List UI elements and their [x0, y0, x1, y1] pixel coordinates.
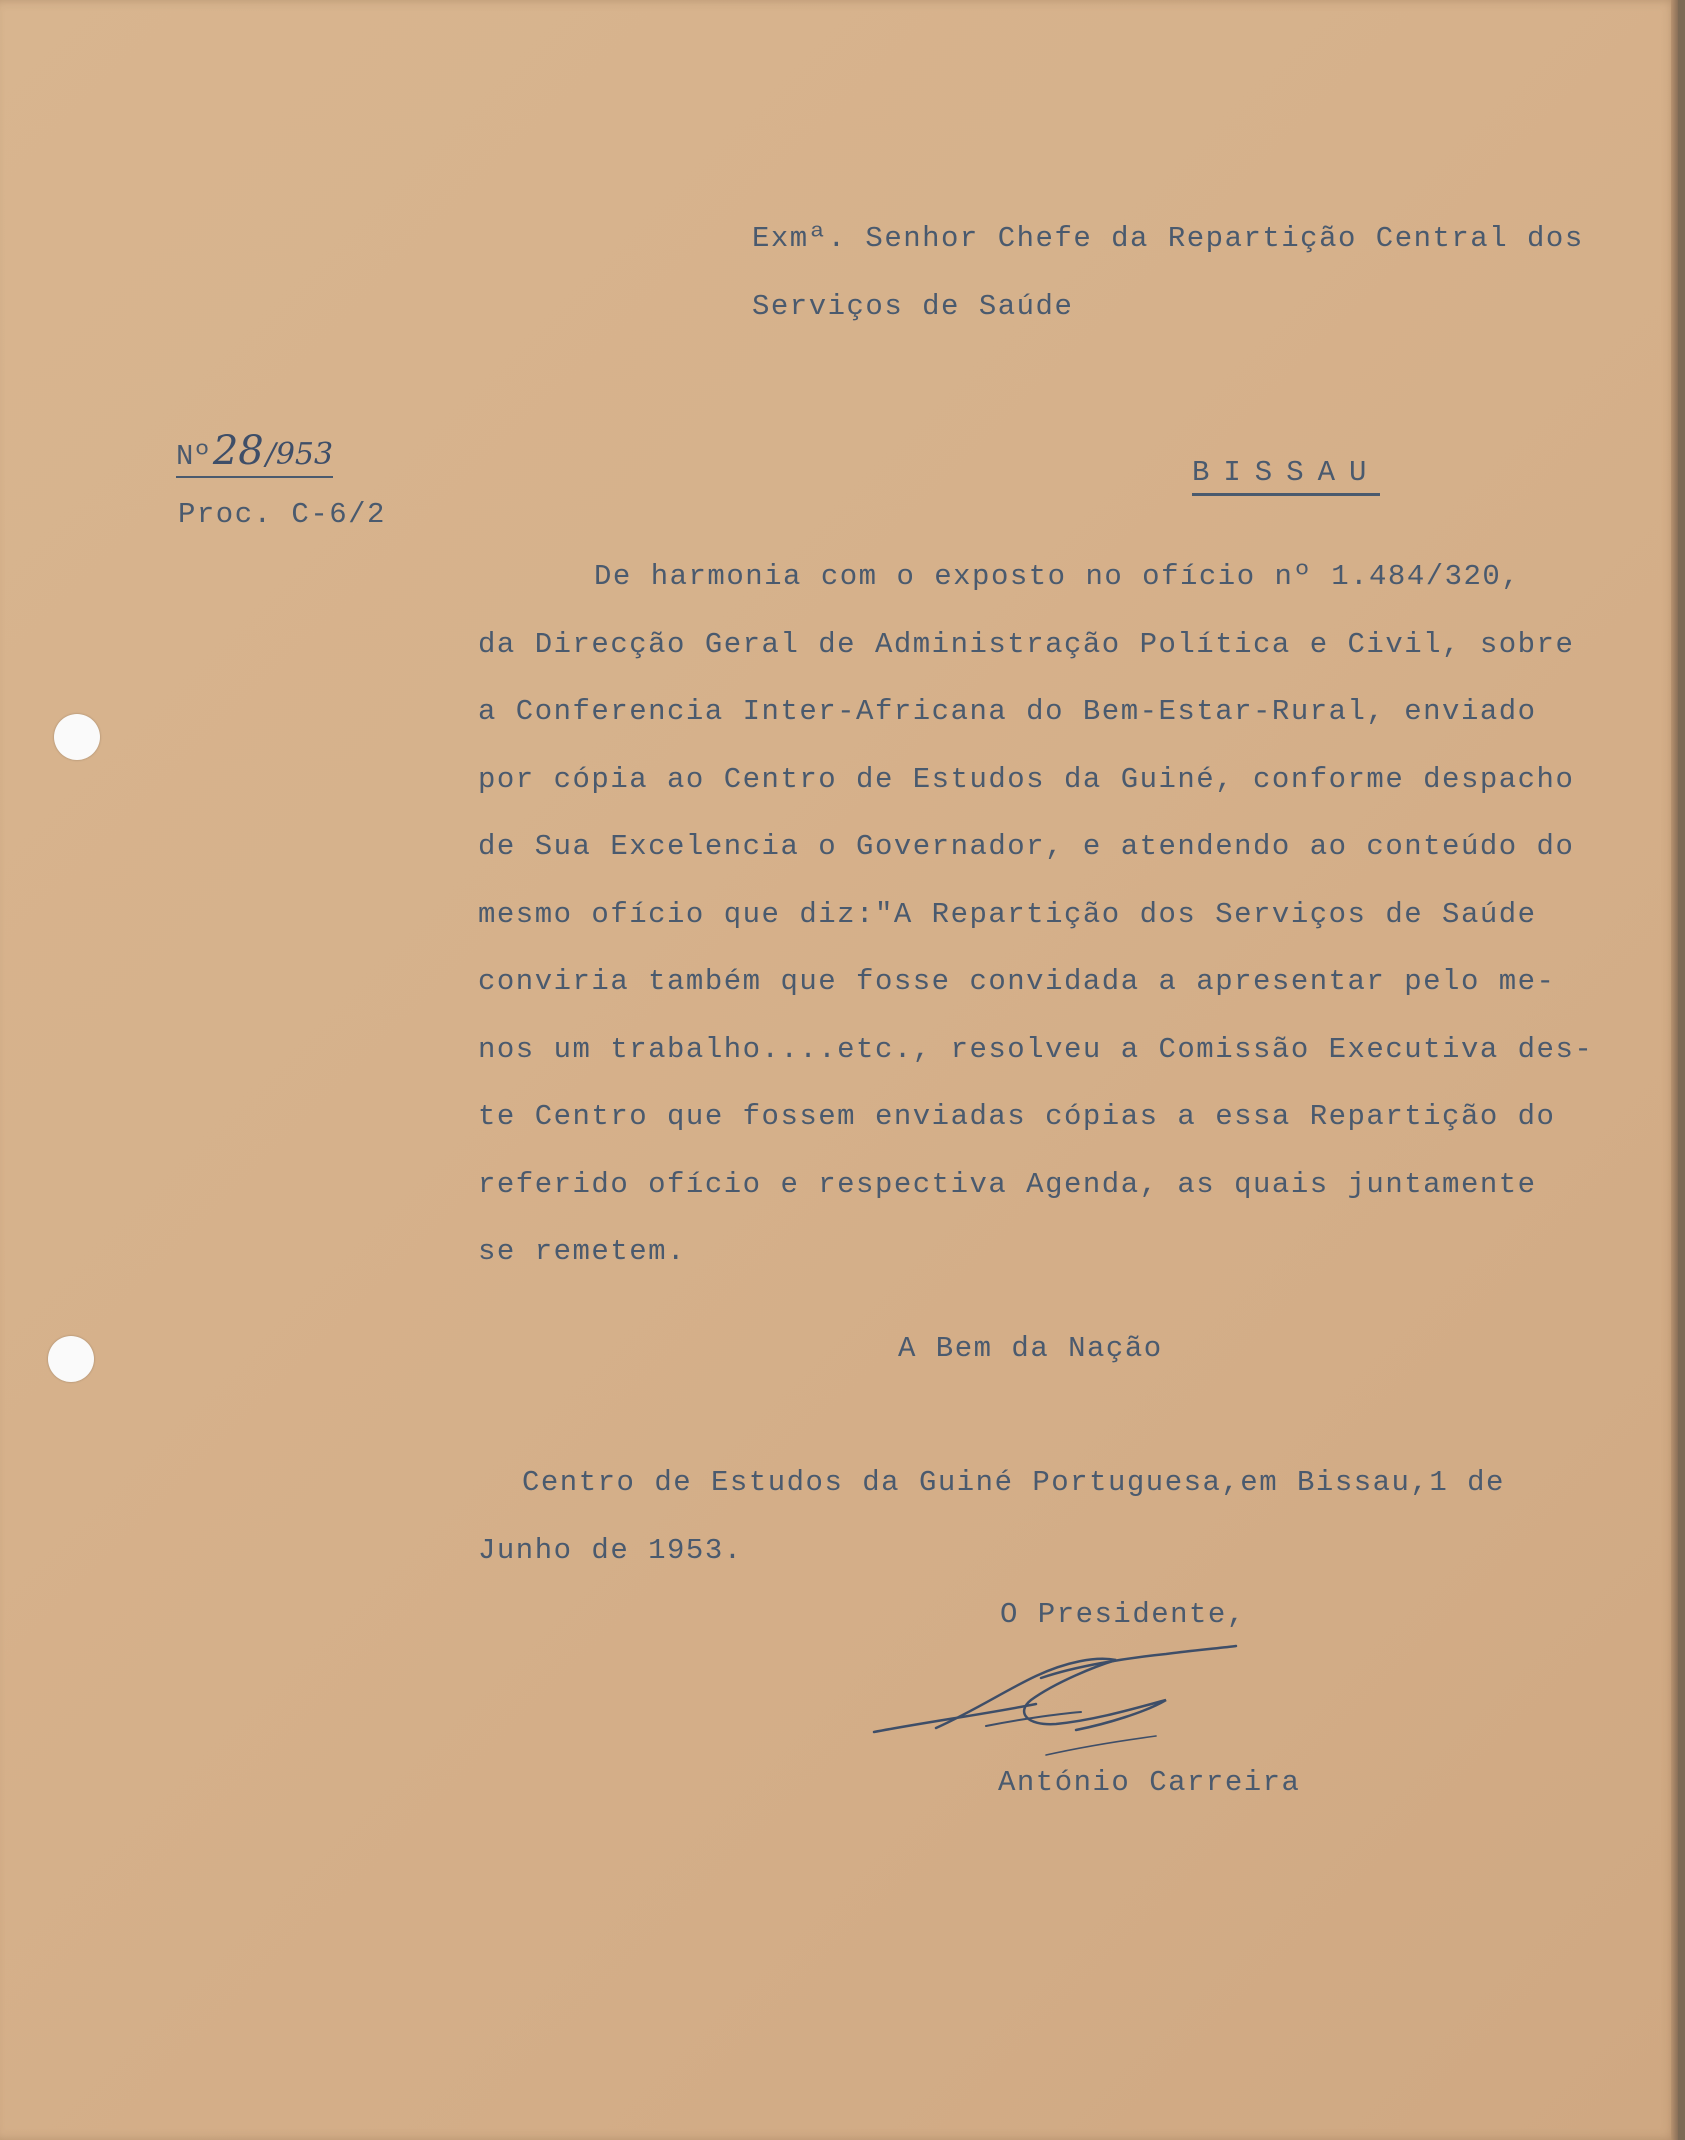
reference-handwritten-number: 28 — [212, 428, 264, 474]
closing-salutation: A Bem da Nação — [898, 1332, 1163, 1365]
body-line: se remetem. — [478, 1235, 686, 1268]
letter-body — [478, 560, 1658, 1303]
body-line: te Centro que fossem enviadas cópias a essa Repartição do — [478, 1100, 1556, 1133]
addressee-line: Exmª. Senhor Chefe da Repartição Central dos — [752, 222, 1584, 255]
reference-year: /953 — [265, 437, 334, 472]
place-date-line: Junho de 1953. — [478, 1534, 743, 1567]
body-line: a Conferencia Inter-Africana do Bem-Estar-Rural, enviado — [478, 695, 1537, 728]
addressee-line: Serviços de Saúde — [752, 290, 1074, 323]
signatory-title: O Presidente, — [1000, 1598, 1246, 1631]
body-line: nos um trabalho....etc., resolveu a Comissão Executiva des- — [478, 1032, 1594, 1066]
place-and-date — [478, 1466, 1505, 1602]
paper-edge — [1671, 0, 1678, 2140]
body-line: da Direcção Geral de Administração Política e Civil, sobre — [478, 627, 1575, 661]
body-line: De harmonia com o exposto no ofício nº 1.484/320, — [594, 560, 1521, 593]
process-number: Proc. C-6/2 — [178, 498, 386, 531]
body-line: por cópia ao Centro de Estudos da Guiné, conforme despacho — [478, 762, 1575, 796]
punch-hole-top — [54, 714, 100, 760]
punch-hole-bottom — [48, 1336, 94, 1382]
addressee-block — [752, 224, 1584, 360]
body-line: mesmo ofício que diz:"A Repartição dos Serviços de Saúde — [478, 897, 1537, 931]
reference-number — [176, 428, 333, 478]
place-date-line: Centro de Estudos da Guiné Portuguesa,em Bissau,1 de — [522, 1466, 1505, 1499]
body-line: referido ofício e respectiva Agenda, as quais juntamente — [478, 1167, 1537, 1201]
body-line: conviria também que fosse convidada a apresentar pelo me- — [478, 965, 1556, 998]
handwritten-signature — [866, 1630, 1246, 1770]
reference-prefix: Nº — [176, 440, 211, 473]
city-heading: BISSAU — [1192, 458, 1380, 496]
signatory-name: António Carreira — [998, 1766, 1301, 1799]
body-line: de Sua Excelencia o Governador, e atendendo ao conteúdo do — [478, 830, 1575, 863]
